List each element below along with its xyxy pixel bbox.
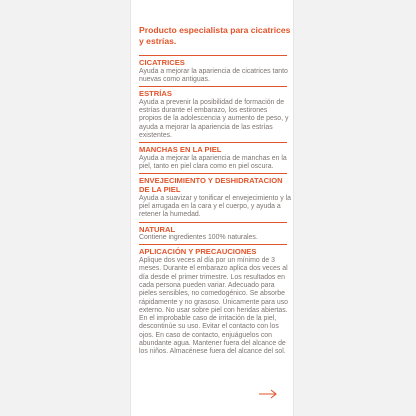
divider	[139, 173, 287, 174]
section-body: Ayuda a mejorar la apariencia de cicatrices tanto nuevas como antiguas.	[139, 67, 288, 83]
product-headline: Producto especialista para cicatrices y estrías.	[139, 25, 291, 46]
section-envejecimiento	[139, 177, 291, 219]
section-aplicacion	[139, 248, 291, 356]
divider	[139, 86, 287, 87]
section-natural	[139, 226, 291, 243]
section-body: Ayuda a prevenir la posibilidad de formación de estrías durante el embarazo, los estirones propios de la adolescencia y aumento de peso, y ayuda a mejorar la apariencia de las estrías existentes.	[139, 98, 289, 139]
section-title: ENVEJECIMIENTO Y DESHIDRATACION DE LA PIEL	[139, 176, 283, 195]
divider	[139, 55, 287, 56]
section-manchas	[139, 146, 291, 171]
section-title: MANCHAS EN LA PIEL	[139, 145, 222, 155]
section-estrias	[139, 90, 291, 140]
divider	[139, 142, 287, 143]
divider	[139, 222, 287, 223]
section-body: Contiene ingredientes 100% naturales.	[139, 234, 258, 242]
section-body: Ayuda a mejorar la apariencia de manchas en la piel, tanto en piel clara como en piel oscura.	[139, 154, 287, 171]
divider	[139, 244, 287, 245]
section-body: Ayuda a suavizar y tonificar el envejecimiento y la piel arrugada en la cara y el cuerpo, y ayuda a retener la humedad.	[139, 194, 291, 219]
section-cicatrices	[139, 59, 291, 84]
section-title: ESTRÍAS	[139, 89, 172, 99]
arrow-right-icon	[258, 389, 278, 399]
section-body: Aplique dos veces al día por un mínimo de 3 meses. Durante el embarazo aplica dos veces al día desde el primer trimestre. Los resultados en cada persona pueden variar. Adecuado para pieles sensibles, no comedogénico. Se absorbe rápidamente y no grasoso. Únicamente para uso externo. No usar sobre piel con heridas abiertas. En el improbable caso de irritación de la piel, descontinúe su uso. Evitar el contacto con los ojos. En caso de contacto, enjuáguelos con abundante agua. Mantener fuera del alcance de los niños. Almacénese fuera del alcance del sol.	[139, 257, 288, 356]
section-title: CICATRICES	[139, 58, 185, 67]
section-title: APLICACIÓN Y PRECAUCIONES	[139, 247, 257, 257]
box-side-panel	[139, 25, 291, 359]
section-title: NATURAL	[139, 224, 176, 234]
